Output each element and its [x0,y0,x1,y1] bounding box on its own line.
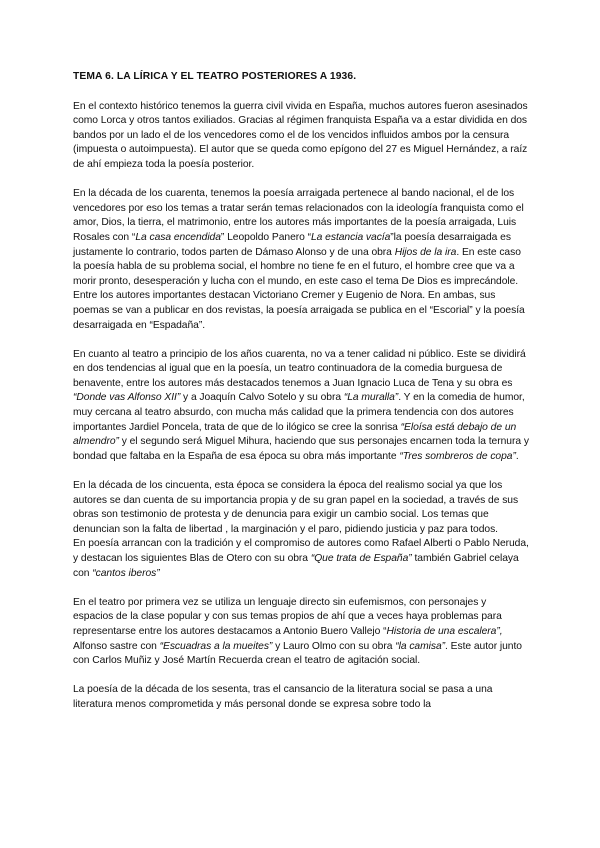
paragraph-fifties-theatre: En el teatro por primera vez se utiliza un lenguaje directo sin eufemismos, con personajes y espacios de la clase popular y con sus temas propios de ahí que a veces haya problemas para representarse entre los autores destacamos a Antonio Buero Vallejo “Historia de una escalera”, Alfonso sastre con “Escuadras a la mueites” y Lauro Olmo con su obra “la camisa”. Este autor junto con Carlos Muñiz y José Martín Recuerda crean el teatro de agitación social. [73,596,522,667]
work-title: “Escuadras a la mueites” [159,640,273,652]
work-title: “Donde vas Alfonso XII” [73,392,181,404]
work-title: La estancia vacía [311,231,391,243]
document-title: TEMA 6. LA LÍRICA Y EL TEATRO POSTERIORES A 1936. [73,71,357,82]
work-title: La casa encendida [135,231,221,243]
paragraph-sixties-poetry: La poesía de la década de los sesenta, tras el cansancio de la literatura social se pasa a una literatura menos comprometida y más personal donde se expresa sobre todo la [73,684,493,710]
paragraph-fifties-realism: En la década de los cincuenta, esta época se considera la época del realismo social ya que los autores se dan cuenta de su importancia propia y de su gran papel en la sociedad, a través de sus obras son testimonio de protesta y de denuncia para exigir un cambio social. Los temas que denuncian son la falta de libertad , la marginación y el paro, pidiendo justicia y paz para todos. [73,480,519,535]
document-page [73,70,529,727]
work-title: “Tres sombreros de copa” [399,450,516,462]
work-title: “Que trata de España” [310,553,412,564]
paragraph-forties-theatre: En cuanto al teatro a principio de los años cuarenta, no va a tener calidad ni público. Este se dividirá en dos tendencias al igual que en la poesía, un teatro continuadora de la comedia burguesa de benavente, entre los autores más destacados tenemos a Juan Ignacio Luca de Tena y su obra es “Donde vas Alfonso XII” y a Joaquín Calvo Sotelo y su obra “La muralla”. Y en la comedia de humor, muy cercana al teatro absurdo, con mucha más calidad que la primera tendencia con dos autores importantes Jardiel Poncela, trata de que de lo ilógico se cree la sonrisa “Eloísa está debajo de un almendro” y el segundo será Miguel Mihura, haciendo que sus personajes encarnen toda la ternura y bondad que faltaba en la España de esa época su obra más importante “Tres sombreros de copa”. [73,348,529,462]
paragraph-historical-context: En el contexto histórico tenemos la guerra civil vivida en España, muchos autores fueron asesinados como Lorca y otros tantos exiliados. Gracias al régimen franquista España va a estar dividida en dos bandos por un lado el de los vencedores como el de los vencidos influidos ambos por la censura (impuesta o autoimpuesta). El autor que se queda como epígono del 27 es Miguel Hernández, a raíz de ahí empieza toda la poesía posterior. [73,100,528,170]
work-title: “La muralla” [343,392,399,404]
work-title: Hijos de la ira [394,246,457,258]
work-title: “Eloísa está debajo de un almendro” [73,421,517,448]
paragraph-fifties-poetry: En poesía arrancan con la tradición y el compromiso de autores como Rafael Alberti o Pablo Neruda, y destacan los siguientes Blas de Otero con su obra “Que trata de España” también Gabriel celaya con “cantos iberos” [73,538,529,579]
work-title: “cantos iberos” [92,567,160,579]
paragraph-forties-poetry: En la década de los cuarenta, tenemos la poesía arraigada pertenece al bando nacional, el de los vencedores por eso los temas a tratar serán temas relacionados con la ideología franquista como el amor, Dios, la tierra, el matrimonio, entre los autores más importantes de la poesía arraigada, Luis Rosales con “La casa encendida” Leopoldo Panero “La estancia vacía”la poesía desarraigada es justamente lo contrario, todos parten de Dámaso Alonso y de una obra Hijos de la ira. En este caso la poesía habla de su problema social, el hombre no tiene fe en el futuro, el hombre cree que va a morir pronto, desesperación y lucha con el mundo, en este caso el tema De Dios es imprecándole. Entre los autores importantes destacan Victoriano Cremer y Eugenio de Nora. En ambas, sus poemas se van a publicar en dos revistas, la poesía arraigada se publica en el “Escorial” y la poesía desarraigada en “Espadaña”. [73,188,525,331]
work-title: Historia de una escalera”, [386,625,503,637]
work-title: “la camisa” [395,640,446,652]
